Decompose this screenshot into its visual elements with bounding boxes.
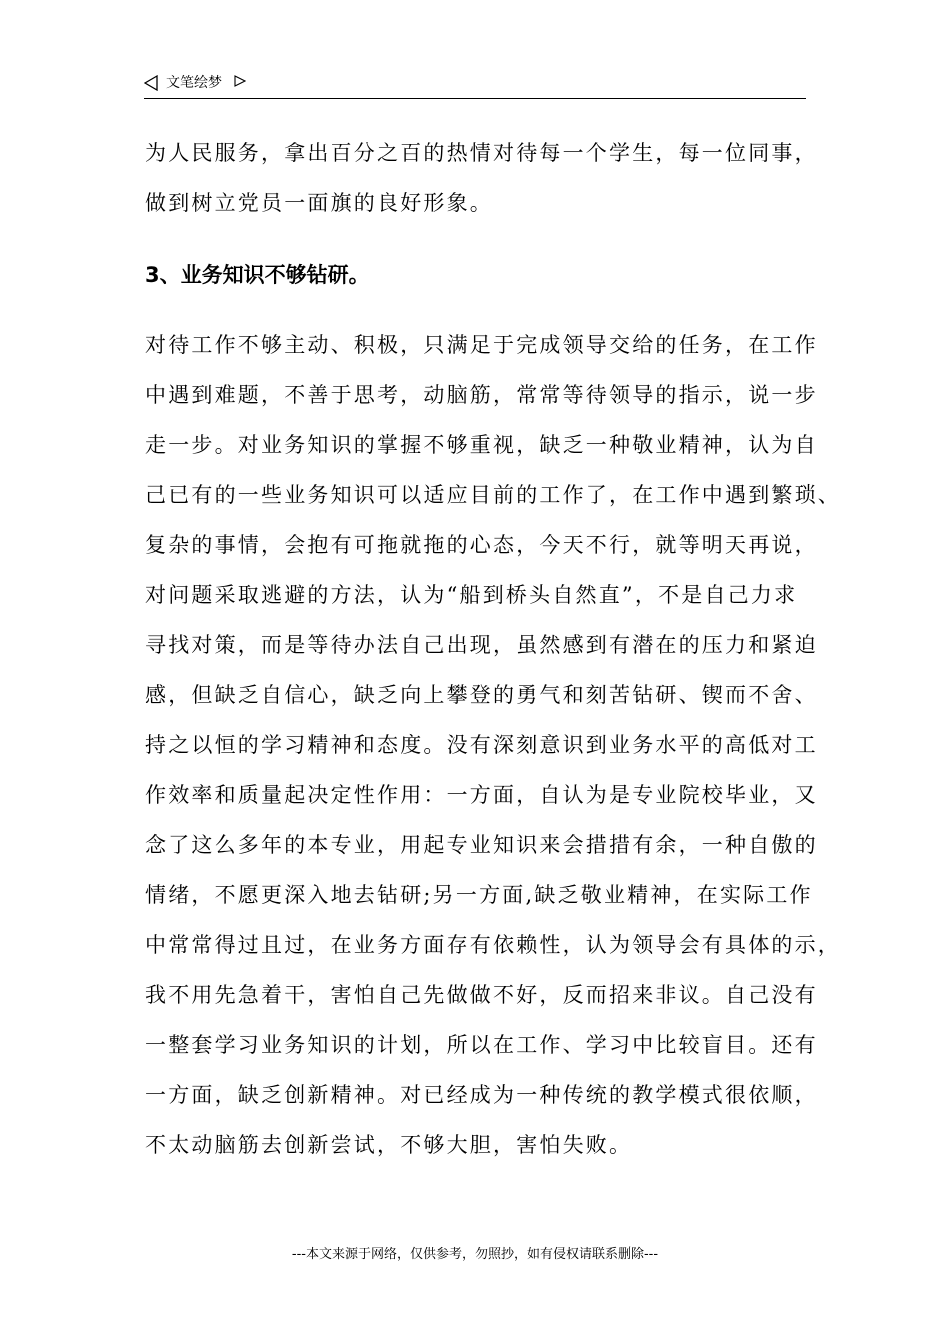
text-line: 一整套学习业务知识的计划，所以在工作、学习中比较盲目。还有 [145,1033,818,1057]
text-line: 做到树立党员一面旗的良好形象。 [145,191,493,215]
text-line: 一方面，缺乏创新精神。对已经成为一种传统的教学模式很依顺， [145,1083,818,1107]
text-line: 己已有的一些业务知识可以适应目前的工作了，在工作中遇到繁琐、 [145,483,841,507]
text-line: 中遇到难题，不善于思考，动脑筋，常常等待领导的指示，说一步 [145,383,818,407]
section-heading: 3、业务知识不够钻研。 [145,263,370,287]
text-line: 走一步。对业务知识的掌握不够重视，缺乏一种敬业精神，认为自 [145,433,818,457]
triangle-right-outline-icon [234,75,246,87]
text-line: 对问题采取逃避的方法，认为“船到桥头自然直”，不是自己力求 [145,583,798,607]
text-line: 对待工作不够主动、积极，只满足于完成领导交给的任务，在工作 [145,333,818,357]
text-line: 作效率和质量起决定性作用：一方面，自认为是专业院校毕业，又 [145,783,818,807]
text-line: 寻找对策，而是等待办法自己出现，虽然感到有潜在的压力和紧迫 [145,633,818,657]
text-line: 复杂的事情，会抱有可拖就拖的心态，今天不行，就等明天再说， [145,533,818,557]
intro-paragraph [145,128,818,228]
body-paragraph [145,320,841,1170]
header-brand: 文笔绘梦 [166,75,222,91]
text-line: 情绪，不愿更深入地去钻研;另一方面,缺乏敬业精神，在实际工作 [145,883,813,907]
text-line: 感，但缺乏自信心，缺乏向上攀登的勇气和刻苦钻研、锲而不舍、 [145,683,818,707]
text-line: 持之以恒的学习精神和态度。没有深刻意识到业务水平的高低对工 [145,733,818,757]
page-footer: ---本文来源于网络，仅供参考，勿照抄，如有侵权请联系删除--- [291,1247,659,1262]
text-line: 念了这么多年的本专业，用起专业知识来会措措有余，一种自傲的 [145,833,818,857]
text-line: 不太动脑筋去创新尝试，不够大胆，害怕失败。 [145,1133,633,1157]
text-line: 为人民服务，拿出百分之百的热情对待每一个学生，每一位同事， [145,141,818,165]
text-line: 中常常得过且过，在业务方面存有依赖性，认为领导会有具体的示， [145,933,841,957]
triangle-left-outline-icon [144,75,158,91]
text-line: 我不用先急着干，害怕自己先做做不好，反而招来非议。自己没有 [145,983,818,1007]
page-header [144,72,806,99]
